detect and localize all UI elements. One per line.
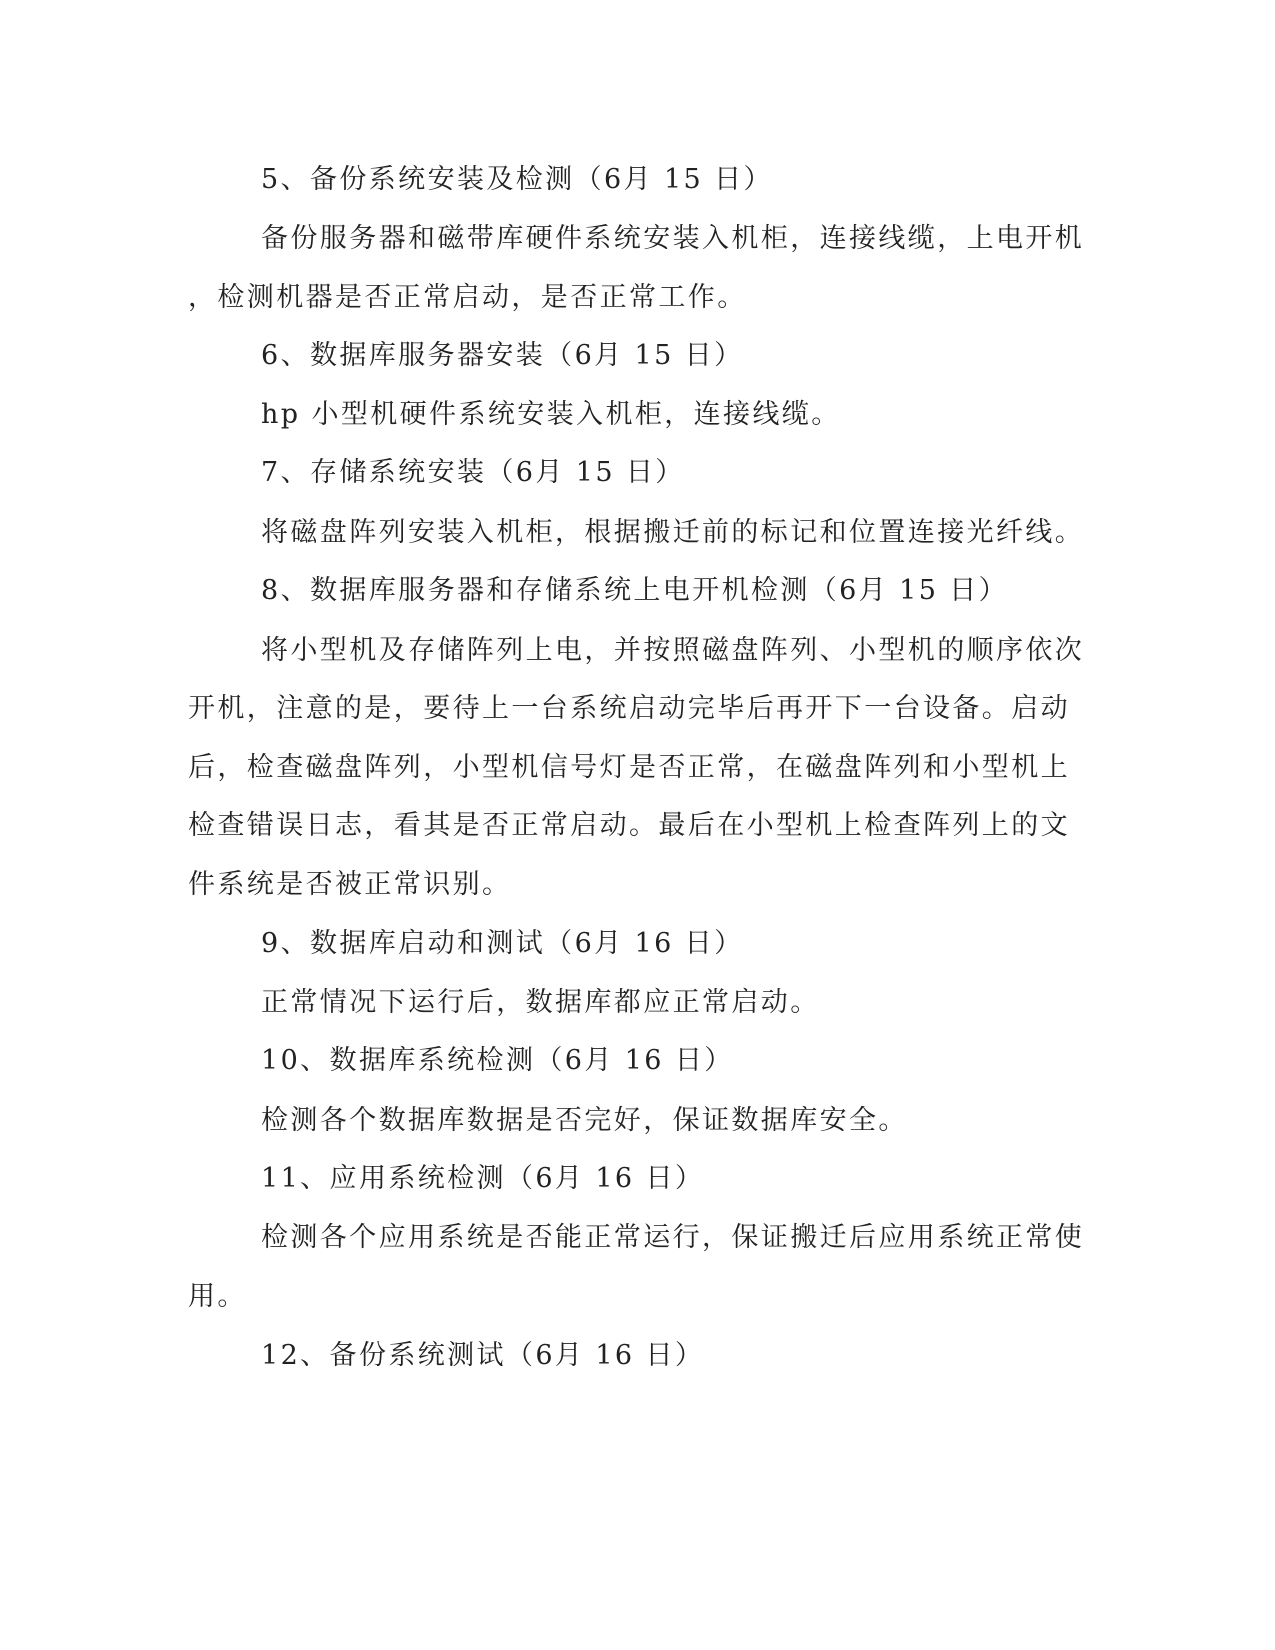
section-heading-10: 10、数据库系统检测（6月 16 日） (261, 1045, 734, 1076)
section-heading-5: 5、备份系统安装及检测（6月 15 日） (261, 164, 773, 195)
paragraph-line: hp 小型机硬件系统安装入机柜，连接线缆。 (261, 399, 841, 430)
paragraph-line: 将磁盘阵列安装入机柜，根据搬迁前的标记和位置连接光纤线。 (261, 517, 1085, 548)
paragraph-line: 后，检查磁盘阵列，小型机信号灯是否正常，在磁盘阵列和小型机上 (188, 752, 1070, 783)
section-heading-12: 12、备份系统测试（6月 16 日） (261, 1340, 705, 1371)
paragraph-line: 正常情况下运行后，数据库都应正常启动。 (261, 987, 820, 1018)
paragraph-line: 将小型机及存储阵列上电，并按照磁盘阵列、小型机的顺序依次 (261, 635, 1085, 666)
paragraph-line: 件系统是否被正常识别。 (188, 869, 512, 900)
paragraph-line: 开机，注意的是，要待上一台系统启动完毕后再开下一台设备。启动 (188, 693, 1070, 724)
section-heading-11: 11、应用系统检测（6月 16 日） (261, 1163, 705, 1194)
paragraph-line: 检查错误日志，看其是否正常启动。最后在小型机上检查阵列上的文 (188, 810, 1070, 841)
paragraph-line: ，检测机器是否正常启动，是否正常工作。 (188, 282, 747, 313)
section-heading-6: 6、数据库服务器安装（6月 15 日） (261, 340, 744, 371)
paragraph-line: 检测各个应用系统是否能正常运行，保证搬迁后应用系统正常使 (261, 1222, 1085, 1253)
section-heading-9: 9、数据库启动和测试（6月 16 日） (261, 928, 744, 959)
section-heading-7: 7、存储系统安装（6月 15 日） (261, 457, 685, 488)
paragraph-line: 用。 (188, 1281, 247, 1312)
section-heading-8: 8、数据库服务器和存储系统上电开机检测（6月 15 日） (261, 575, 1009, 606)
paragraph-line: 检测各个数据库数据是否完好，保证数据库安全。 (261, 1105, 908, 1136)
paragraph-line: 备份服务器和磁带库硬件系统安装入机柜，连接线缆，上电开机 (261, 223, 1085, 254)
